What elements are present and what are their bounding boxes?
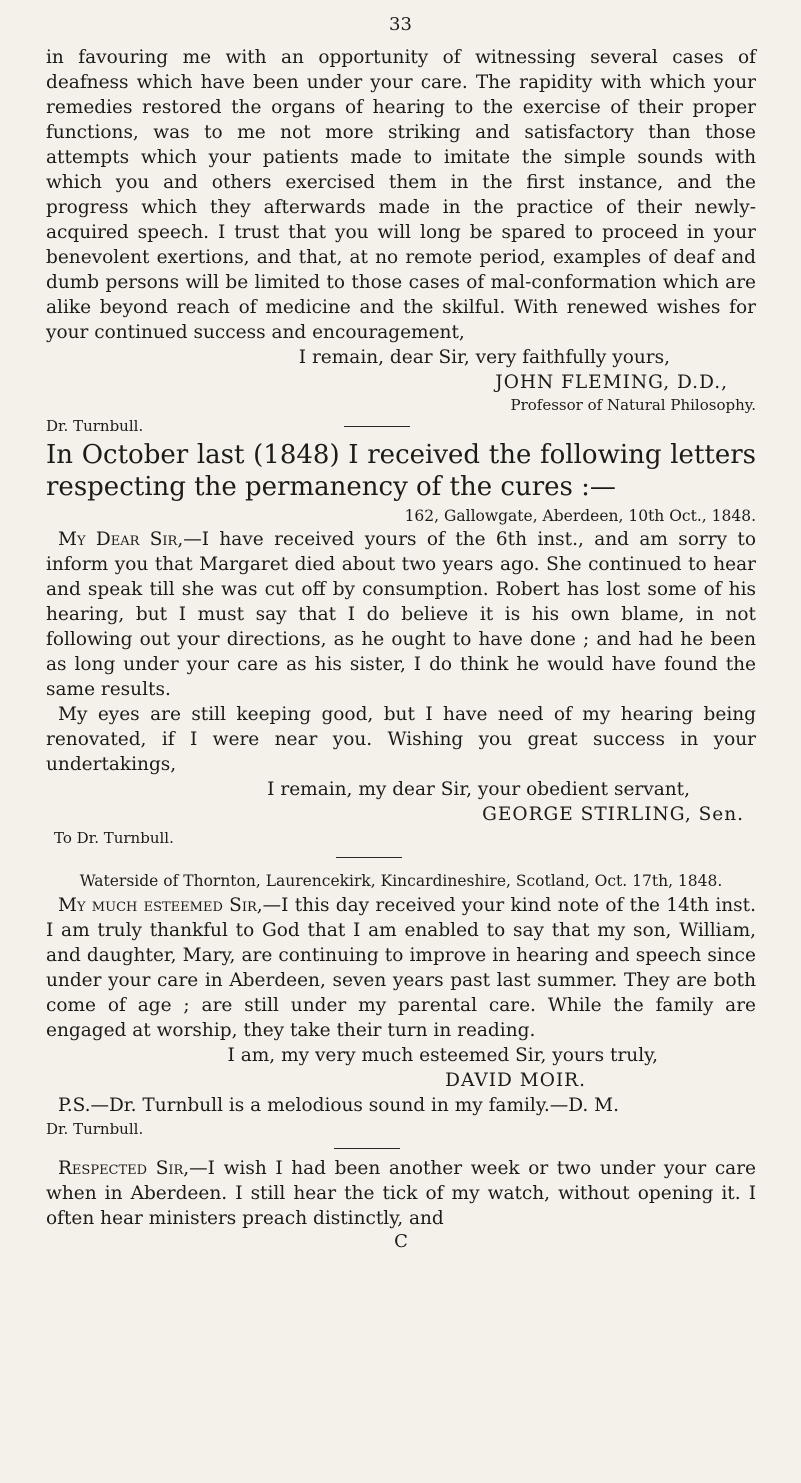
letter2-body — [46, 527, 756, 702]
letter4-body-text: —I wish I had been another week or two under your care when in Aberdeen. I still hear the tick of my watch, without opening it. I often hear ministers preach distinctly, and — [46, 1158, 757, 1229]
letter4-salutation: Respected Sir, — [58, 1158, 190, 1179]
letter2-addressee: To Dr. Turnbull. — [54, 829, 174, 847]
letter3-closing: I am, my very much esteemed Sir, yours truly, — [227, 1045, 658, 1066]
letter3-body — [46, 893, 756, 1043]
letter3-signer: DAVID MOIR. — [445, 1070, 586, 1091]
letter2-addressee-line — [46, 827, 756, 849]
letter2-body-text: —I have received yours of the 6th inst., and am sorry to inform you that Margaret died about two years ago. She continued to hear and speak till she was cut off by consumption. Robert has lost some of his hearing, but I must say that I do believe it is his own blame, in not following out your directions, as he ought to have done ; and had he been as long under your care as his sister, I do think he would have found the same results. — [46, 529, 756, 700]
letter1-addressee-line — [46, 415, 756, 437]
letter1-signer-line — [46, 370, 756, 395]
letter3-body-text: —I this day received your kind note of the 14th inst. I am truly thankful to God that I am enabled to say that my son, William, and daughter, Mary, are continuing to improve in hearing and speech since under your care in Aberdeen, seven years past last summer. They are both come of age ; are still under my parental care. While the family are engaged at worship, they take their turn in reading. — [46, 895, 756, 1041]
divider — [336, 857, 402, 858]
signature-mark: C — [394, 1231, 408, 1252]
letter3-postscript-line — [46, 1093, 756, 1118]
letter2-signer-line — [46, 802, 756, 827]
divider-row — [46, 1140, 756, 1156]
page-number: 33 — [389, 14, 412, 35]
letter3-signer-line — [46, 1068, 756, 1093]
divider — [344, 426, 410, 427]
letter1-signer: JOHN FLEMING, D.D., — [495, 372, 728, 393]
letter3-addressee-line — [46, 1118, 756, 1140]
letter3-closing-line — [46, 1043, 756, 1068]
letter2-closing-line — [46, 777, 756, 802]
letter3-addressee: Dr. Turnbull. — [46, 1120, 144, 1138]
letter1-body: in favouring me with an opportunity of witnessing several cases of deafness which have been under your care. The rapidity with which your remedies restored the organs of hearing to the exercise of their proper functions, was to me not more striking and satisfactory than those attempts which your patients made to imitate the simple sounds with which you and others exercised them in the first instance, and the progress which they afterwards made in the practice of their newly-acquired speech. I trust that you will long be spared to proceed in your benevolent exertions, and that, at no remote period, examples of deaf and dumb persons will be limited to those cases of mal-conformation which are alike beyond reach of medicine and the skilful. With renewed wishes for your continued success and encouragement, — [46, 47, 756, 343]
letter1-title: Professor of Natural Philosophy. — [510, 396, 756, 414]
divider — [334, 1148, 400, 1149]
letter2-dateline: 162, Gallowgate, Aberdeen, 10th Oct., 1848. — [404, 507, 756, 525]
letter1-closing-line — [46, 345, 756, 370]
letter3-postscript: P.S.—Dr. Turnbull is a melodious sound in my family.—D. M. — [58, 1095, 619, 1116]
letter2-closing: I remain, my dear Sir, your obedient servant, — [267, 779, 690, 800]
letter2-signer: GEORGE STIRLING, Sen. — [482, 804, 744, 825]
letter2-body-continued: My eyes are still keeping good, but I have need of my hearing being renovated, if I were near you. Wishing you great success in your undertakings, — [46, 704, 756, 775]
letter4-body — [46, 1156, 756, 1231]
letter1-title-line — [46, 395, 756, 415]
letter1-addressee: Dr. Turnbull. — [46, 417, 144, 435]
page-body — [46, 45, 756, 1252]
divider-row — [46, 849, 756, 865]
letter3-address: Waterside of Thornton, Laurencekirk, Kincardineshire, Scotland, Oct. 17th, 1848. — [79, 872, 723, 890]
letter3-salutation: My much esteemed Sir, — [58, 895, 263, 916]
letter2-salutation: My Dear Sir, — [58, 529, 184, 550]
letter1-closing: I remain, dear Sir, very faithfully yours, — [298, 347, 670, 368]
section-heading: In October last (1848) I received the following letters respecting the permanency of the cures :— — [46, 440, 756, 502]
